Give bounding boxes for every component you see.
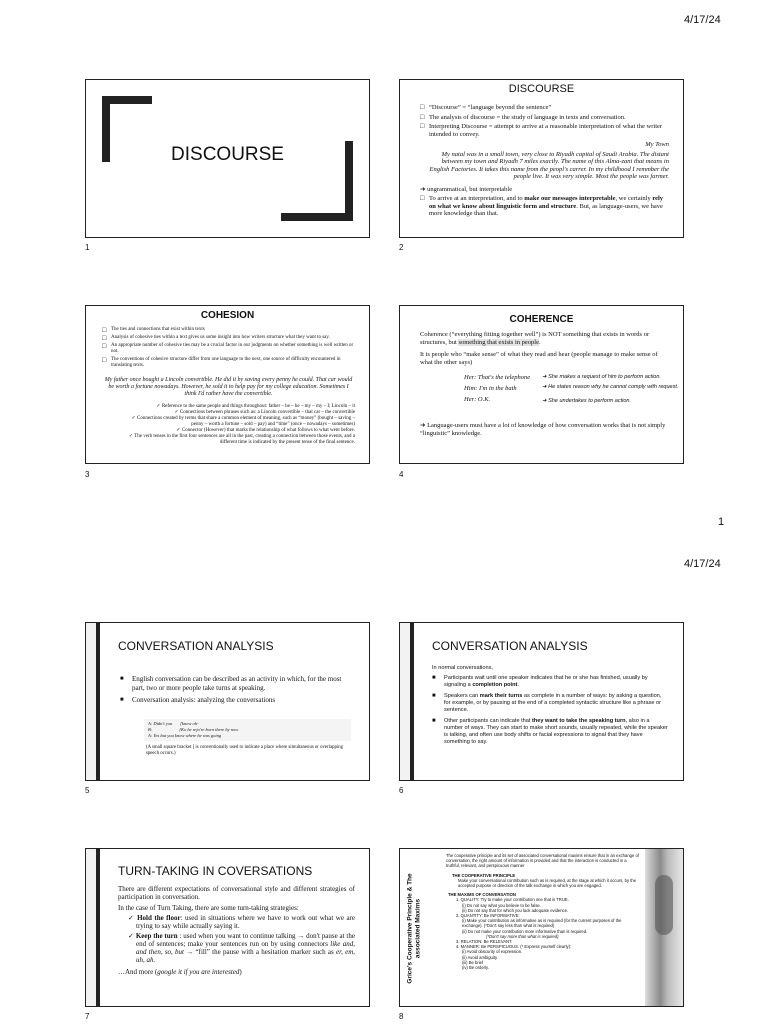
slide-title: COHESION [200,310,255,321]
page-number: 1 [718,516,725,528]
arrow-icon: ➜ [542,374,549,380]
check-item: ✓ Connector (However) that marks the relationship of what follows to what went before. [176,428,355,433]
poem-title: My Town [645,141,669,148]
check-item: ✓ Connections created by terms that share a common element of meaning, such as “money” (bought – saving – penny – worth a fortune – sold – pay) and “time” (once – nowadays – sometimes) [131,416,355,427]
bullet: □ Interpreting Discourse = attempt to arrive at a reasonable interpretation of what the writer intended to convey. [420,123,669,138]
slide-title: COHERENCE [509,314,574,325]
maxim-line: 4. MANNER: Be PERSPICUOUS. (* Express yourself clearly): [456,944,572,950]
arrow-icon: ➜ [542,384,549,390]
slide-title: DISCOURSE [508,83,575,95]
slide-number: 5 [85,786,90,795]
corner-bracket-bottom-right [281,213,353,221]
slide-title: DISCOURSE [171,144,284,165]
check-item: ✓ Keep the turn : used when you want to continue talking → don't pause at the end of sentences; make your sentences run on by using connectors like and, and then, so, but → “fill” the pause with a hesitation marker such as er, em, uh, ah. [128,932,355,964]
interpretation: ➜ She makes a request of him to perform action. [542,374,661,380]
bullet: ■ Speakers can mark their turns as complete in a number of ways: by asking a question, for example, or by pausing at the end of a completed syntactic structure like a phrase or sentence. [432,693,669,714]
bullet: ■ Other participants can indicate that they want to take the speaking turn, also in a number of ways. They can start to make short sounds, usually repeated, while the speaker is talking, and often use body shifts or facial expressions to signal that they have something to say. [432,718,669,746]
slide-accent-bar [400,623,414,780]
arrow-icon: ➜ [542,398,549,404]
paragraph: In the case of Turn Taking, there are some turn-taking strategies: [118,904,299,912]
bullet: ■ English conversation can be described as an activity in which, for the most part, two or more people take turns at speaking. [120,675,351,692]
intro: In normal conversations, [432,665,493,671]
slide-number: 1 [85,243,90,252]
dialogue-line: Her: That's the telephone [464,374,531,381]
maxim-line: (iv) Be orderly. [462,965,489,971]
page-date: 4/17/24 [684,14,721,26]
maxim-line: (i) Do not say what you believe to be false. [462,902,541,908]
paragraph: Make your conversational contribution such as is required, at the stage at which it occurs, by the accepted purpose or direction of the talk exchange in which you are engaged. [458,877,637,889]
bullet: □ “Discourse” = “language beyond the sentence” [420,104,669,112]
maxim-line: (ii) Do not say that for which you lack adequate evidence. [462,907,569,913]
maxim-line: (iii) Be brief [462,959,484,965]
slide-number: 8 [399,1012,404,1021]
slide-number: 6 [399,786,404,795]
dialogue-line: Her: O.K. [464,396,491,403]
note: (A small square bracket [ is conventionally used to indicate a place where simultaneous or overlapping speech occurs.) [146,745,344,756]
check-item: ✓ The verb tenses in the first four sentences are all in the past, creating a connection between those events, and a different time is indicated by the present tense of the final sentence. [128,434,355,445]
slide-7[interactable] [85,848,370,1007]
slide-accent-bar [86,849,100,1006]
bullet: ■ Conversation analysis: analyzing the conversations [120,696,351,705]
slide-title: CONVERSATION ANALYSIS [432,639,588,653]
slide-number: 2 [399,243,404,252]
slide-4[interactable] [399,305,684,464]
bullet: □ Analysis of cohesive ties within a text gives us some insight into how writers structure what they want to say. [102,335,355,341]
side-title: Grice's Cooperative Principle & The associated Maxims [406,873,421,984]
interpretation: ➜ She undertakes to perform action. [542,398,631,404]
note: ungrammatical, but interpretable [427,185,513,193]
slide-accent-bar [86,623,100,780]
bullet: □ The conventions of cohesive structure differ from one language to the next, one source of difficulty encountered in translating texts. [102,357,355,369]
check-item: ✓ Hold the floor: used in situations where we have to work out what we are trying to say while actually saying it. [128,914,355,930]
slide-8[interactable] [399,848,684,1007]
slide-title: TURN-TAKING IN COVERSATIONS [118,864,313,878]
bullet: □ The analysis of discourse = the study of language in texts and conversation. [420,114,669,122]
example-box: A: Didn't you [know oh- B: [Ko he rejo're born there by now A: Yes but you know where he was going [144,719,351,741]
paragraph: There are different expectations of conversational style and different strategies of participation in conversation. [118,885,355,901]
poem-text: My natal was in a small town, very close to Riyadh capital of Saudi Arabia. The distant between my town and Riyadh 7 miles exactly. The name of this Alma-zani that means in English Factories. It takes this name from the peopl's carrer. In my childhood I remmber the people live. It was very simple. Most the people was farmer. [429,150,669,180]
slide-6[interactable] [399,622,684,781]
bullet: □ To arrive at an interpretation, and to make our messages interpretable, we certainly rely on what we know about linguistic form and structure. But, as language-users, we have more knowledge than that. [420,195,669,218]
bullet: □ An appropriate number of cohesive ties may be a crucial factor in our judgments on whether something is well written or not. [102,343,355,355]
maxim-line: 3. RELATION: Be RELEVANT. [456,939,513,945]
slide-5[interactable] [85,622,370,781]
slide-1[interactable] [85,79,370,238]
maxim-line: (*Don't say more than what is required) [486,933,559,939]
slide-title: CONVERSATION ANALYSIS [118,639,274,653]
paragraph: …And more (google it if you are interested) [118,968,242,976]
bullet: ■ Participants wait until one speaker indicates that he or she has finished, usually by signaling a completion point. [432,675,669,689]
slide-number: 3 [85,470,90,479]
check-item: ✓ Reference to the same people and things throughout: father – he – he – my – my – I; Lincoln – it [156,404,355,409]
slide-number: 7 [85,1012,90,1021]
maxim-line: (i) Avoid obscurity of expression. [462,949,523,955]
arrow-icon: ➜ [420,422,428,429]
maxim-line: 1. QUALITY: Try to make your contribution one that is TRUE. [456,897,569,903]
slide-3[interactable] [85,305,370,464]
section-heading: THE COOPERATIVE PRINCIPLE [452,872,516,878]
maxim-line: (ii) Do not make your contribution more informative than is required. [462,928,588,934]
maxim-line: 2. QUANTITY: Be INFORMATIVE: [456,913,520,919]
slide-number: 4 [399,470,404,479]
quote: My father once bought a Lincoln convertible. He did it by saving every penny he could. That car would be worth a fortune nowadays. However, he sold it to help pay for my college education. Sometimes I think I'd rather have the convertible. [104,377,353,397]
paragraph: Coherence (“everything fitting together well”) is NOT something that exists in words or structures, but something that exists in people. [420,331,650,346]
arrow-icon: ➜ [420,185,428,193]
paragraph: ➜ Language-users must have a lot of knowledge of how conversation works that is not simply “linguistic” knowledge. [420,422,666,437]
check-item: ✓ Connections between phrases such as: a Lincoln convertible – that car – the convertible [174,410,355,415]
maxim-line: (i) Make your contribution as informative as is required (for the current purposes of the exchange). (*Don't say less than what is required) [462,918,622,929]
maxim-line: (ii) Avoid ambiguity. [462,954,498,960]
page-date: 4/17/24 [684,558,721,570]
section-heading: THE MAXIMS OF CONVERSATION [448,892,516,898]
dialogue-line: Him: I'm in the bath [464,385,517,392]
decorative-shape [655,875,673,935]
slide-2[interactable] [399,79,684,238]
bullet: □ The ties and connections that exist within texts [102,327,355,333]
paragraph: It is people who “make sense” of what they read and hear (people manage to make sense of what the other says) [420,351,658,366]
intro: The cooperative principle and its set of associated conversational maxims ensure that in an exchange of conversation, the right amount of information is provided and that the interaction is conducted in a truthful, relevant, and perspicuous manner [446,853,639,869]
interpretation: ➜ He states reason why he cannot comply with request. [542,384,679,390]
